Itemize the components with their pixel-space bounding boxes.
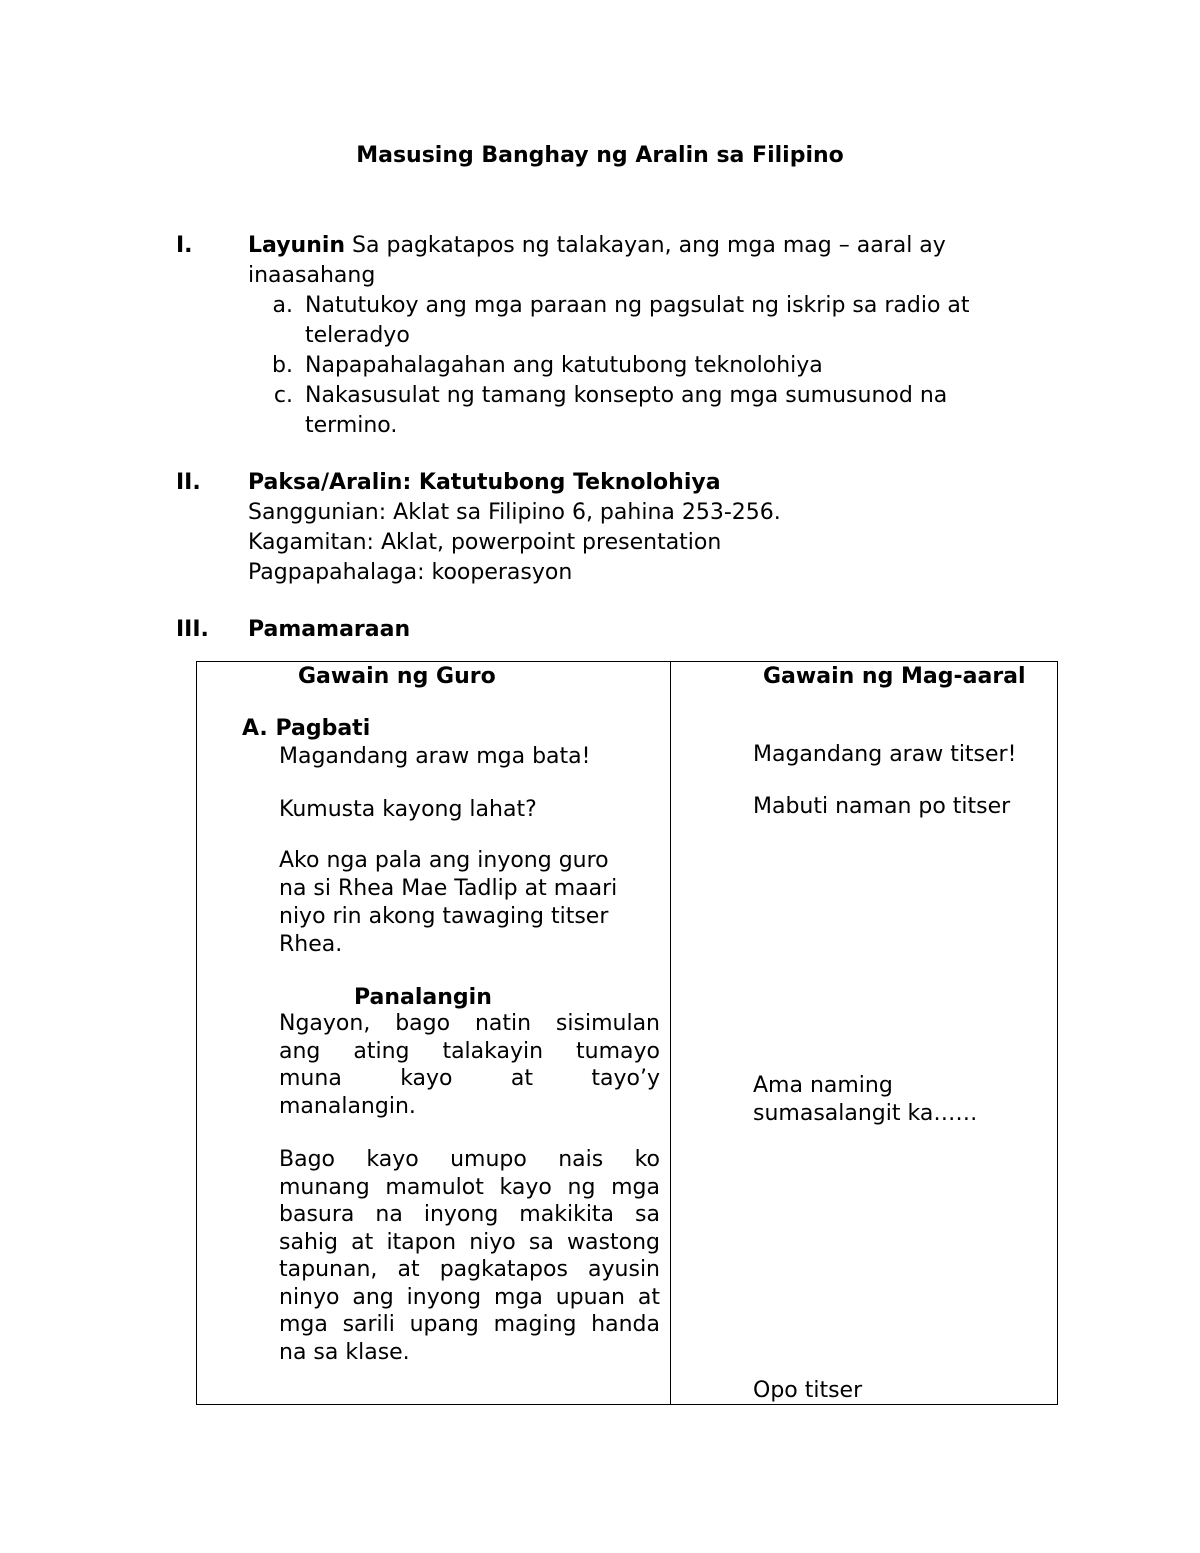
instruction-line: na sa klase. (279, 1339, 410, 1365)
guro-greeting: Magandang araw mga bata! (279, 744, 591, 769)
panalangin-line: muna kayo at tayo’y (279, 1066, 660, 1091)
list-item (248, 291, 1036, 351)
guro-kumusta: Kumusta kayong lahat? (279, 797, 537, 822)
mag-aaral-kumusta-reply: Mabuti naman po titser (753, 794, 1011, 819)
panalangin-heading: Panalangin (354, 985, 492, 1010)
activities-table (196, 661, 1058, 1405)
kagamitan-line: Kagamitan: Aklat, powerpoint presentation (248, 530, 722, 555)
list-item-text: Natutukoy ang mga paraan ng pagsulat ng iskrip sa radio at teleradyo (305, 293, 970, 348)
header-guro: Gawain ng Guro (298, 664, 496, 689)
instruction-line: sahig at itapon niyo sa wastong (279, 1229, 660, 1255)
pamamaraan-heading: Pamamaraan (248, 617, 411, 642)
instruction-paragraph (279, 1146, 660, 1366)
prayer-line: Ama naming (753, 1073, 893, 1098)
list-item-text: Nakasusulat ng tamang konsepto ang mga sumusunod na termino. (305, 383, 948, 438)
intro-line: Ako nga pala ang inyong guro (279, 848, 609, 873)
panalangin-paragraph (279, 1010, 660, 1120)
instruction-line: Bago kayo umupo nais ko (279, 1147, 660, 1172)
intro-line: Rhea. (279, 932, 343, 957)
layunin-paragraph (248, 231, 1036, 291)
panalangin-line: Ngayon, bago natin sisimulan (279, 1011, 660, 1036)
panalangin-line: ang ating talakayin tumayo (279, 1038, 660, 1064)
layunin-heading: Layunin (248, 233, 346, 258)
page-title: Masusing Banghay ng Aralin sa Filipino (356, 143, 844, 168)
layunin-intro: Sa pagkatapos ng talakayan, ang mga mag – aaral ay inaasahang (248, 233, 946, 288)
header-mag-aaral: Gawain ng Mag-aaral (763, 664, 1026, 689)
list-item-text: Napapahalagahan ang katutubong teknolohiya (305, 353, 823, 378)
sanggunian-line: Sanggunian: Aklat sa Filipino 6, pahina 253-256. (248, 500, 781, 525)
guro-intro (279, 847, 659, 959)
pagpapahalaga-line: Pagpapahalaga: kooperasyon (248, 560, 573, 585)
objectives-list (248, 291, 1036, 441)
instruction-line: basura na inyong makikita sa (279, 1202, 660, 1227)
mag-aaral-final-reply: Opo titser (753, 1378, 863, 1403)
section-number: III. (176, 617, 209, 642)
pagbati-heading: A. Pagbati (242, 716, 371, 741)
list-item (248, 351, 1036, 381)
paksa-heading: Paksa/Aralin: Katutubong Teknolohiya (248, 470, 721, 495)
instruction-line: ninyo ang inyong mga upuan at (279, 1284, 660, 1310)
list-marker: b. (272, 353, 293, 378)
section-number: I. (176, 233, 193, 258)
column-divider (670, 662, 671, 1404)
section-number: II. (176, 470, 201, 495)
panalangin-line: manalangin. (279, 1093, 416, 1119)
mag-aaral-prayer (753, 1072, 977, 1128)
instruction-line: tapunan, at pagkatapos ayusin (279, 1257, 660, 1282)
list-item (248, 381, 1036, 441)
instruction-line: munang mamulot kayo ng mga (279, 1174, 660, 1200)
list-marker: a. (272, 293, 293, 318)
intro-line: na si Rhea Mae Tadlip at maari (279, 876, 618, 901)
instruction-line: mga sarili upang maging handa (279, 1312, 660, 1337)
prayer-line: sumasalangit ka…… (753, 1101, 978, 1126)
mag-aaral-greeting-reply: Magandang araw titser! (753, 742, 1017, 767)
intro-line: niyo rin akong tawaging titser (279, 904, 609, 929)
list-marker: c. (273, 383, 293, 408)
